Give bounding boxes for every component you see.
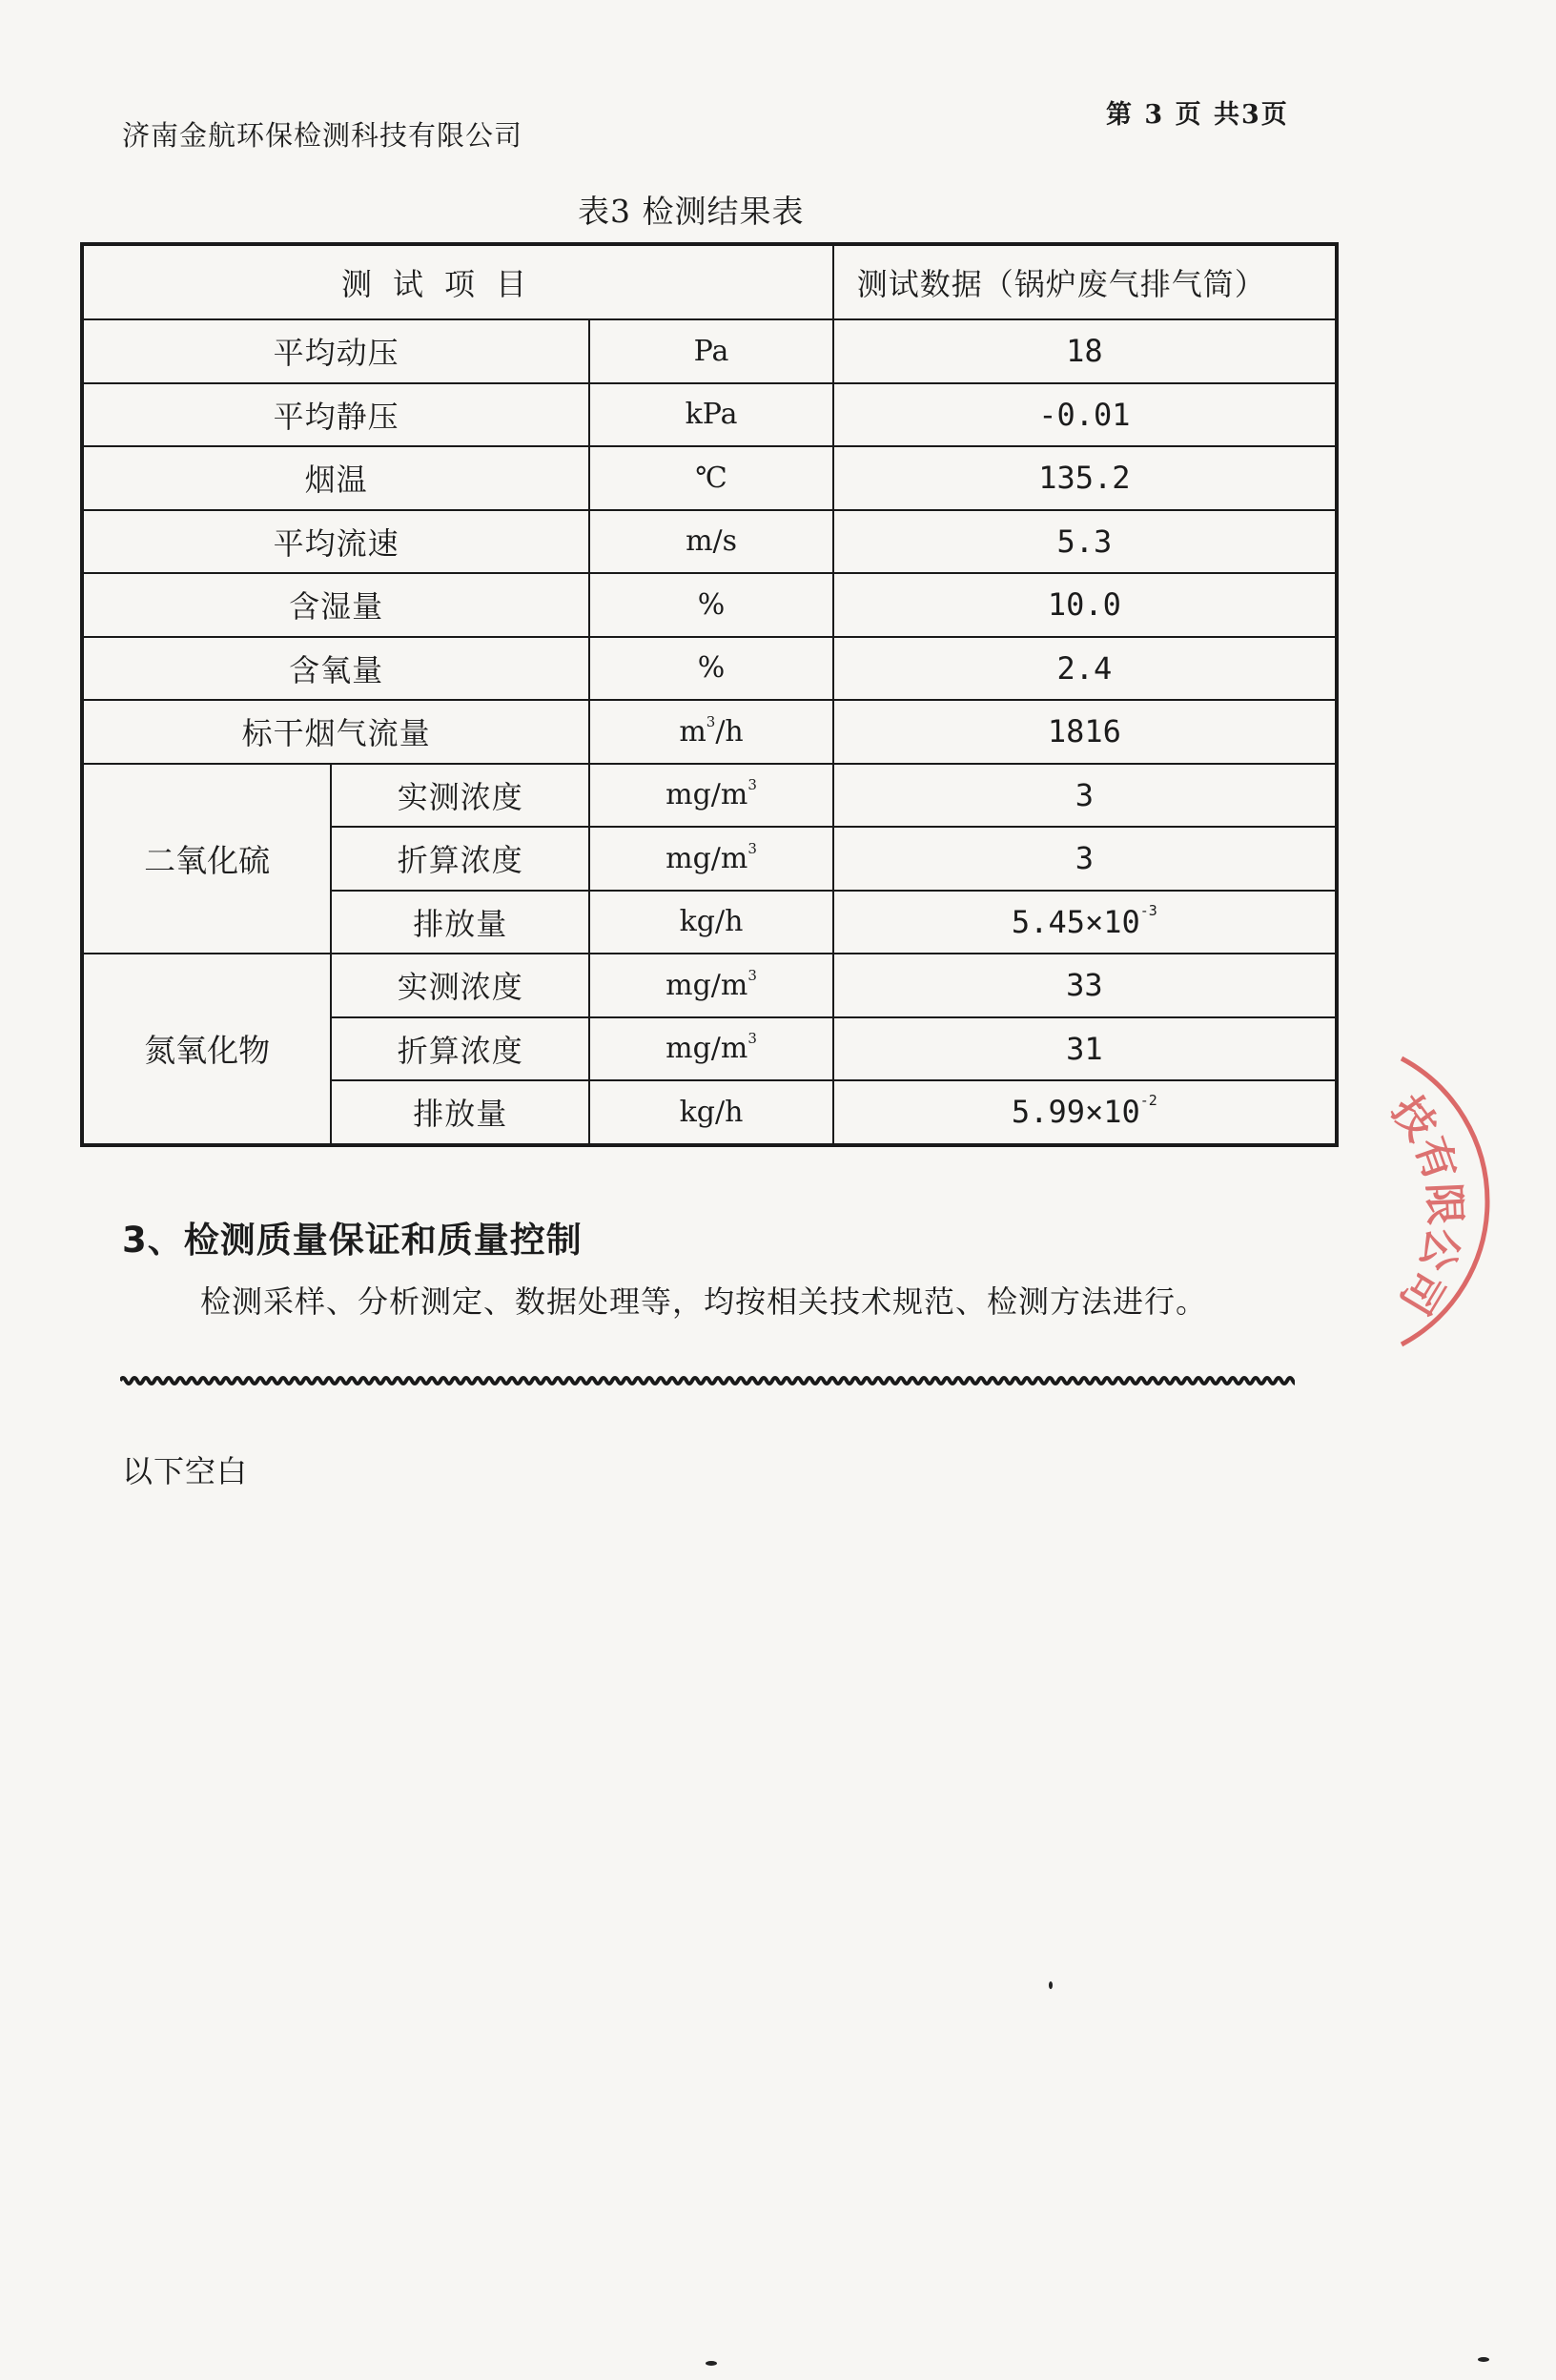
row-value: 1816 [833, 700, 1337, 764]
seal-text: 技有限公司 [1382, 1086, 1469, 1323]
table-title: 表3 检测结果表 [578, 193, 805, 230]
table-row [82, 573, 1337, 637]
group-label-nox: 氮氧化物 [82, 954, 331, 1145]
row-label: 折算浓度 [331, 1017, 589, 1081]
row-value: 18 [833, 319, 1337, 383]
row-label: 含氧量 [82, 637, 589, 701]
scan-speck [706, 2361, 717, 2366]
row-unit: $mg/m^3$ [589, 954, 832, 1017]
row-label: 实测浓度 [331, 954, 589, 1017]
table-row [82, 319, 1337, 383]
row-unit: kg/h [589, 891, 832, 954]
row-value: $5.45\times 10^{-3}$ [833, 891, 1337, 954]
row-label: 排放量 [331, 891, 589, 954]
results-table [80, 242, 1339, 1147]
row-unit: m/s [589, 510, 832, 574]
row-unit: kg/h [589, 1080, 832, 1145]
row-value: 33 [833, 954, 1337, 1017]
row-label: 折算浓度 [331, 827, 589, 891]
company-name: 济南金航环保检测科技有限公司 [122, 119, 523, 152]
section-title: 3、检测质量保证和质量控制 [122, 1220, 583, 1261]
row-label: 含湿量 [82, 573, 589, 637]
table-row [82, 446, 1337, 510]
group-label-so2: 二氧化硫 [82, 764, 331, 954]
table-header-row [82, 244, 1337, 319]
row-unit: $mg/m^3$ [589, 764, 832, 828]
row-unit: $mg/m^3$ [589, 827, 832, 891]
table-row [82, 954, 1337, 1017]
row-label: 平均流速 [82, 510, 589, 574]
row-unit: $m^3/h$ [589, 700, 832, 764]
row-label: 实测浓度 [331, 764, 589, 828]
row-value: 10.0 [833, 573, 1337, 637]
svg-text:技有限公司 [1382, 1087, 1469, 1323]
row-unit: $mg/m^3$ [589, 1017, 832, 1081]
table-row [82, 510, 1337, 574]
row-value: 2.4 [833, 637, 1337, 701]
row-unit: ℃ [589, 446, 832, 510]
row-unit: Pa [589, 319, 832, 383]
data-header: 测试数据（锅炉废气排气筒） [833, 244, 1337, 319]
row-value: 135.2 [833, 446, 1337, 510]
row-label: 烟温 [82, 446, 589, 510]
row-value: 3 [833, 827, 1337, 891]
row-value: $5.99\times 10^{-2}$ [833, 1080, 1337, 1145]
row-value: 5.3 [833, 510, 1337, 574]
row-value: 3 [833, 764, 1337, 828]
table-row [82, 700, 1337, 764]
table-row [82, 764, 1337, 828]
row-value: -0.01 [833, 383, 1337, 447]
page-indicator: 第 3 页 共3页 [1106, 100, 1289, 130]
row-unit: % [589, 637, 832, 701]
item-header: 测试项目 [82, 244, 833, 319]
row-label: 标干烟气流量 [82, 700, 589, 764]
wavy-divider [120, 1371, 1295, 1390]
section-body: 检测采样、分析测定、数据处理等，均按相关技术规范、检测方法进行。 [200, 1283, 1208, 1320]
blank-note: 以下空白 [122, 1453, 249, 1489]
table-row [82, 637, 1337, 701]
scan-speck [1049, 1981, 1053, 1989]
row-unit: kPa [589, 383, 832, 447]
row-label: 排放量 [331, 1080, 589, 1145]
row-label: 平均静压 [82, 383, 589, 447]
company-seal [1363, 1039, 1554, 1354]
row-value: 31 [833, 1017, 1337, 1081]
scan-speck [1478, 2357, 1489, 2362]
table-row [82, 383, 1337, 447]
row-unit: % [589, 573, 832, 637]
row-label: 平均动压 [82, 319, 589, 383]
